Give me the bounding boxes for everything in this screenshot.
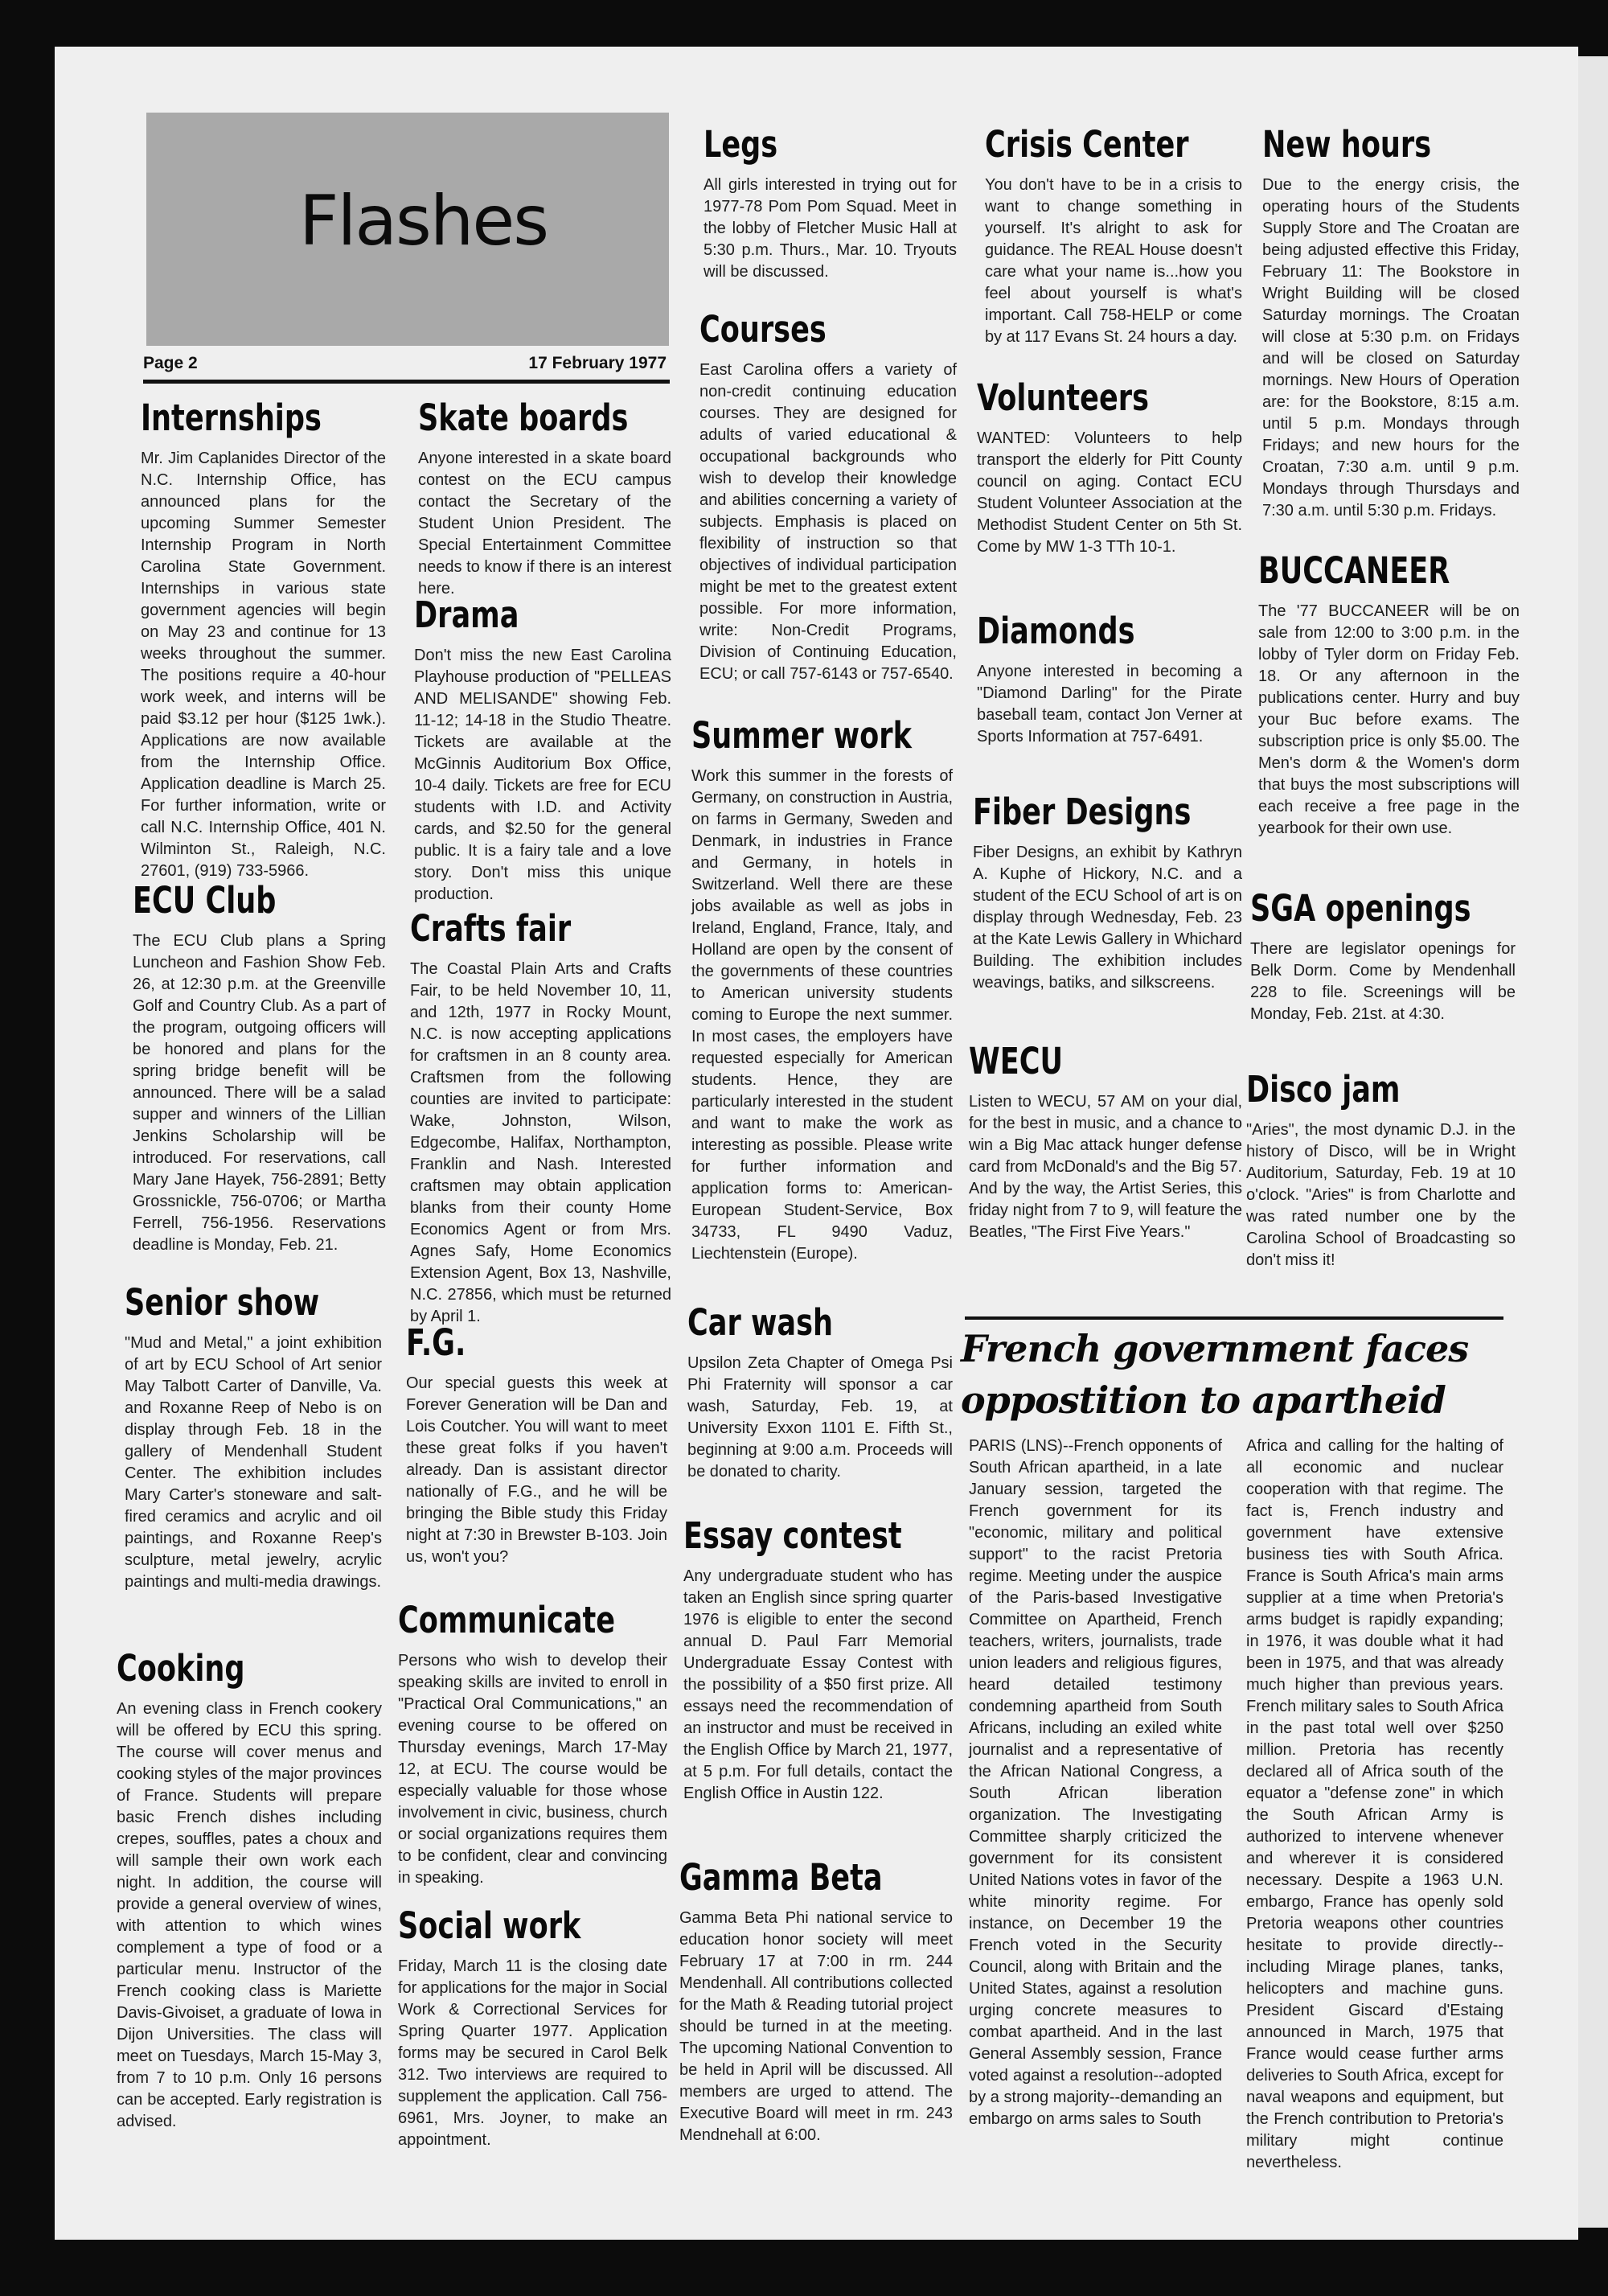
story-gamma-beta xyxy=(679,1858,953,2146)
story-body: All girls interested in trying out for 1977-78 Pom Pom Squad. Meet in the lobby of Fletcher Music Hall at 5:30 p.m. Thurs., Mar. 10. Tryouts will be discussed. xyxy=(704,175,957,281)
story-fiber-designs xyxy=(973,792,1242,994)
story-body: There are legislator openings for Belk Dorm. Come by Mendenhall 228 to file. Screenings will be Monday, Feb. 21st. at 4:30. xyxy=(1250,939,1516,1023)
masthead-rule xyxy=(143,380,670,384)
headline: Legs xyxy=(704,123,778,166)
headline: Gamma Beta xyxy=(679,1856,883,1899)
headline: Crafts fair xyxy=(410,907,572,950)
story-essay-contest xyxy=(683,1516,953,1805)
story-body: Friday, March 11 is the closing date for applications for the major in Social Work & Correctional Services for Spring Quarter 1977. Application forms may be secured in Carol Belk 312. Two interviews are required to supplement the application. Call 756-6961, Mrs. Joyner, to make an appointment. xyxy=(398,1957,667,2149)
folio xyxy=(143,354,670,373)
story-body: Gamma Beta Phi national service to education honor society will meet February 17 at 7:00 in rm. 244 Mendenhall. All contributions collected for the Math & Reading tutorial project should be turned in at the meeting. The upcoming National Convention to be held in April will be discussed. All members are urged to attend. The Executive Board will meet in rm. 243 Mendnehall at 6:00. xyxy=(679,1908,953,2144)
story-body: Any undergraduate student who has taken an English since spring quarter 1976 is eligible to enter the second annual D. Paul Farr Memorial Undergraduate Essay Contest with the possibility of a $50 first prize. All essays need the recommendation of an instructor and must be received in the English Office by March 21, 1977, at 5 p.m. For full details, contact the English Office in Austin 122. xyxy=(683,1567,953,1802)
story-fg xyxy=(406,1323,667,1568)
story-internships xyxy=(141,398,386,882)
story-volunteers xyxy=(977,378,1242,558)
banner-rule xyxy=(965,1316,1503,1320)
story-senior-show xyxy=(125,1283,382,1593)
headline: Car wash xyxy=(687,1301,833,1344)
headline: Courses xyxy=(699,308,827,351)
headline: Disco jam xyxy=(1246,1068,1401,1111)
story-crafts-fair xyxy=(410,909,671,1328)
story-drama xyxy=(414,595,671,906)
headline: WECU xyxy=(969,1040,1063,1082)
story-summer-work xyxy=(691,716,953,1265)
story-disco-jam xyxy=(1246,1070,1516,1271)
headline: Drama xyxy=(414,594,519,636)
apartheid-headline xyxy=(961,1323,1524,1426)
story-body: "Aries", the most dynamic D.J. in the history of Disco, will be in Wright Auditorium, Saturday, Feb. 19 at 10 o'clock. "Aries" is from Charlotte and was rated number one by the Carolina School of Broadcasting so don't miss it! xyxy=(1246,1120,1516,1269)
headline: F.G. xyxy=(406,1321,466,1364)
headline-line: oppostition to apartheid xyxy=(961,1378,1446,1422)
story-body: Persons who wish to develop their speaking skills are invited to enroll in "Practical Oral Communications," an evening course to be offered on Thursday evenings, March 17-May 12, at ECU. The course would be especially valuable for those whose involvement in civic, business, church or social organizations requires them to be confident, clear and convincing in speaking. xyxy=(398,1651,667,1887)
story-body: "Mud and Metal," a joint exhibition of art by ECU School of Art senior May Talbott Carter of Danville, Va. and Roxanne Reep of Nebo is on display through Feb. 18 in the gallery of Mendenhall Student Center. The exhibition includes Mary Carter's stoneware and salt-fired ceramics and acrylic and oil paintings, and Roxanne Reep's sculpture, metal jewelry, acrylic paintings and multi-media drawings. xyxy=(125,1333,382,1591)
headline: Essay contest xyxy=(683,1514,902,1557)
apartheid-column-1: PARIS (LNS)--French opponents of South African apartheid, in a late January session, targeted the French government for its "economic, military and political support" to the racist Pretoria regime. Meeting under the auspice of the Paris-based Investigative Committee on Apartheid, French teachers, writers, journalists, trade union leaders and religious figures, heard detailed testimony condemning apartheid from South Africans, including an exiled white journalist and a representative of the African National Congress, a South African liberation organization. The Investigating Committee sharply criticized the government for its consistent United Nations votes in favor of the white minority regime. For instance, on December 19 the French voted in the Security Council, along with Britain and the United States, against a resolution urging concrete measures to combat apartheid. And in the last General Assembly session, France voted against a resolution--adopted by a strong majority--demanding an embargo on arms sales to South xyxy=(969,1437,1222,2128)
headline: Summer work xyxy=(691,714,912,757)
story-skate-boards xyxy=(418,398,671,600)
headline: Internships xyxy=(141,396,322,439)
story-legs xyxy=(704,125,957,283)
story-new-hours xyxy=(1262,125,1520,522)
headline: Skate boards xyxy=(418,396,629,439)
story-social-work xyxy=(398,1906,667,2151)
story-wecu xyxy=(969,1041,1242,1243)
headline: Senior show xyxy=(125,1281,320,1324)
story-car-wash xyxy=(687,1303,953,1483)
headline: Communicate xyxy=(398,1599,616,1641)
page-title: Flashes xyxy=(299,181,548,261)
headline: Fiber Designs xyxy=(973,791,1192,833)
story-sga-openings xyxy=(1250,889,1516,1025)
story-courses xyxy=(699,310,957,685)
story-body: East Carolina offers a variety of non-credit continuing education courses. They are designed for adults of varied educational & occupational backgrounds who wish to develop their knowledge and abilities concerning a variety of subjects. Emphasis is placed on flexibility of instruction so that objectives of individual participation might be met to the greatest extent possible. For more information, write: Non-Credit Programs, Division of Continuing Education, ECU; or call 757-6143 or 757-6540. xyxy=(699,360,957,683)
headline: Volunteers xyxy=(977,376,1149,419)
story-body: Don't miss the new East Carolina Playhouse production of "PELLEAS AND MELISANDE" showing Feb. 11-12; 14-18 in the Studio Theatre. Tickets are available at the McGinnis Auditorium Box Office, 10-4 daily. Tickets are free for ECU students with I.D. and Activity cards, and $2.50 for the general public. It is a fairy tale and a love story. Don't miss this unique production. xyxy=(414,646,671,903)
story-body: Anyone interested in a skate board contest on the ECU campus contact the Secretary of the Student Union President. The Special Entertainment Committee needs to know if there is an interest here. xyxy=(418,449,671,598)
headline: New hours xyxy=(1262,123,1432,166)
story-communicate xyxy=(398,1600,667,1889)
story-crisis-center xyxy=(985,125,1242,348)
story-body: Mr. Jim Caplanides Director of the N.C. Internship Office, has announced plans for the upcoming Summer Semester Internship Program in North Carolina State Government. Internships in various state government agencies will begin on May 23 and continue for 13 weeks throughout the summer. The positions require a 40-hour work week, and interns will be paid $3.12 per hour ($125 1wk.). Applications are now available from the Internship Office. Application deadline is March 25. For further information, write or call N.C. Internship Office, 401 N. Wilminton St., Raleigh, N.C. 27601, (919) 733-5966. xyxy=(141,449,386,880)
story-body: Upsilon Zeta Chapter of Omega Psi Phi Fraternity will sponsor a car wash, Saturday, Feb. 19, at University Exxon 1101 E. Fifth St., beginning at 9:00 a.m. Proceeds will be donated to charity. xyxy=(687,1353,953,1481)
headline: ECU Club xyxy=(133,879,277,922)
headline-line: French government faces xyxy=(961,1327,1469,1370)
page-number: Page 2 xyxy=(143,354,198,372)
headline: Crisis Center xyxy=(985,123,1189,166)
story-body: Fiber Designs, an exhibit by Kathryn A. Kuphe of Hickory, N.C. and a student of the ECU School of art is on display through Wednesday, Feb. 23 at the Kate Lewis Gallery in Whichard Building. The exhibition includes weavings, batiks, and silkscreens. xyxy=(973,843,1242,992)
story-body: The ECU Club plans a Spring Luncheon and Fashion Show Feb. 26, at 12:30 p.m. at the Greenville Golf and Country Club. As a part of the program, outgoing officers will be honored and plans for the spring bridge benefit will be announced. There will be a salad supper and winners of the Lillian Jenkins Scholarship will be introduced. For reservations, call Mary Jane Hayek, 756-2891; Betty Grossnickle, 756-0706; or Martha Ferrell, 756-1956. Reservations deadline is Monday, Feb. 21. xyxy=(133,931,386,1254)
story-body: Work this summer in the forests of Germany, on construction in Austria, on farms in Germany, Sweden and Denmark, in industries in France and Germany, in hotels in Switzerland. Well there are these jobs available as well as jobs in Ireland, England, France, Italy, and Holland are open by the consent of the governments of these countries to American university students coming to Europe the next summer. In most cases, the employers have requested especially for American students. Hence, they are particularly interested in the student and want to make the work as interesting as possible. Please write for further information and application forms to: American-European Student-Service, Box 34733, FL 9490 Vaduz, Liechtenstein (Europe). xyxy=(691,766,953,1263)
story-body: You don't have to be in a crisis to want to change something in yourself. It's alright to ask for guidance. The REAL House doesn't care what your name is...how you feel about yourself is what's important. Call 758-HELP or come by at 117 Evans St. 24 hours a day. xyxy=(985,175,1242,346)
apartheid-column-2: Africa and calling for the halting of all economic and nuclear cooperation with that regime. The fact is, French industry and government have extensive business ties with South Africa. France is South Africa's main arms supplier at a time when Pretoria's arms budget is rapidly expanding; in 1976, it was double what it had been in 1975, and that was already much higher than previous years. French military sales to South Africa in the past total well over $250 million. Pretoria has recently declared all of Africa south of the equator a "defense zone" in which the South African Army is authorized to intervene whenever and wherever it is considered necessary. Despite a 1963 U.N. embargo, France has openly sold Pretoria weapons other countries hesitate to provide directly--including Mirage planes, tanks, helicopters and machine guns. President Giscard d'Estaing announced in March, 1975 that France would cease further arms deliveries to South Africa, except for naval weapons and equipment, but the French contribution to Pretoria's military might continue nevertheless. xyxy=(1246,1437,1503,2171)
story-body: Listen to WECU, 57 AM on your dial, for the best in music, and a chance to win a Big Mac attack hunger defense card from McDonald's and the Big 57. And by the way, the Artist Series, this friday night from 7 to 9, will feature the Beatles, "The First Five Years." xyxy=(969,1092,1242,1241)
headline: Diamonds xyxy=(977,610,1135,652)
story-body: Our special guests this week at Forever Generation will be Dan and Lois Coutcher. You will want to meet these great folks if you haven't already. Dan is assistant director nationally of F.G., and he will be bringing the Bible study this Friday night at 7:30 in Brewster B-103. Join us, won't you? xyxy=(406,1374,667,1566)
story-body: Anyone interested in becoming a "Diamond Darling" for the Pirate baseball team, contact Jon Verner at Sports Information at 757-6491. xyxy=(977,662,1242,745)
story-body: The '77 BUCCANEER will be on sale from 12:00 to 3:00 p.m. in the lobby of Tyler dorm on Friday Feb. 18. Or any afternoon in the publications center. Hurry and buy your Buc before exams. The subscription price is only $5.00. The Men's dorm & the Women's dorm that buys the most subscriptions will each receive a free page in the yearbook for their own use. xyxy=(1258,602,1520,837)
story-body: An evening class in French cookery will be offered by ECU this spring. The course will cover menus and cooking styles of the major provinces of France. Students will prepare basic French dishes including crepes, souffles, pates a choux and will sample their own work each night. In addition, the course will provide a general overview of wines, with attention to which wines complement a type of food or a particular menu. Instructor of the French cooking class is Mariette Davis-Givoiset, a graduate of Iowa in Dijon Universities. The class will meet on Tuesdays, March 15-May 3, from 7 to 10 p.m. Only 16 persons can be accepted. Early registration is advised. xyxy=(117,1699,382,2130)
headline: Cooking xyxy=(117,1647,245,1690)
issue-date: 17 February 1977 xyxy=(528,354,667,372)
story-diamonds xyxy=(977,611,1242,748)
story-body: WANTED: Volunteers to help transport the elderly for Pitt County council on aging. Contact ECU Student Volunteer Association at the Methodist Student Center on 5th St. Come by MW 1-3 TTh 10-1. xyxy=(977,429,1242,556)
story-body: Due to the energy crisis, the operating hours of the Students Supply Store and The Croatan are being adjusted effective this Friday, February 11: The Bookstore in Wright Building will be closed Saturday mornings. The Croatan will close at 5:30 p.m. on Fridays and will be closed on Saturday mornings. New Hours of Operation are: for the Bookstore, 8:15 a.m. until 5 p.m. Mondays through Fridays; and new hours for the Croatan, 7:30 a.m. until 9 p.m. Mondays through Thursdays and 7:30 a.m. until 5:30 p.m. Fridays. xyxy=(1262,175,1520,520)
headline: Social work xyxy=(398,1904,581,1947)
story-buccaneer xyxy=(1258,551,1520,840)
headline: SGA openings xyxy=(1250,887,1471,930)
headline: BUCCANEER xyxy=(1258,549,1450,592)
story-cooking xyxy=(117,1649,382,2133)
story-body: The Coastal Plain Arts and Crafts Fair, to be held November 10, 11, and 12th, 1977 in Rocky Mount, N.C. is now accepting applications for craftsmen in an 8 county area. Craftsmen from the following counties are invited to participate: Wake, Johnston, Wilson, Edgecombe, Halifax, Northampton, Franklin and Nash. Interested craftsmen may obtain application blanks from their county Home Economics Agent or from Mrs. Agnes Safy, Home Economics Extension Agent, Box 13, Nashville, N.C. 27856, which must be returned by April 1. xyxy=(410,959,671,1325)
story-ecu-club xyxy=(133,881,386,1256)
page-edge xyxy=(1578,56,1608,2228)
